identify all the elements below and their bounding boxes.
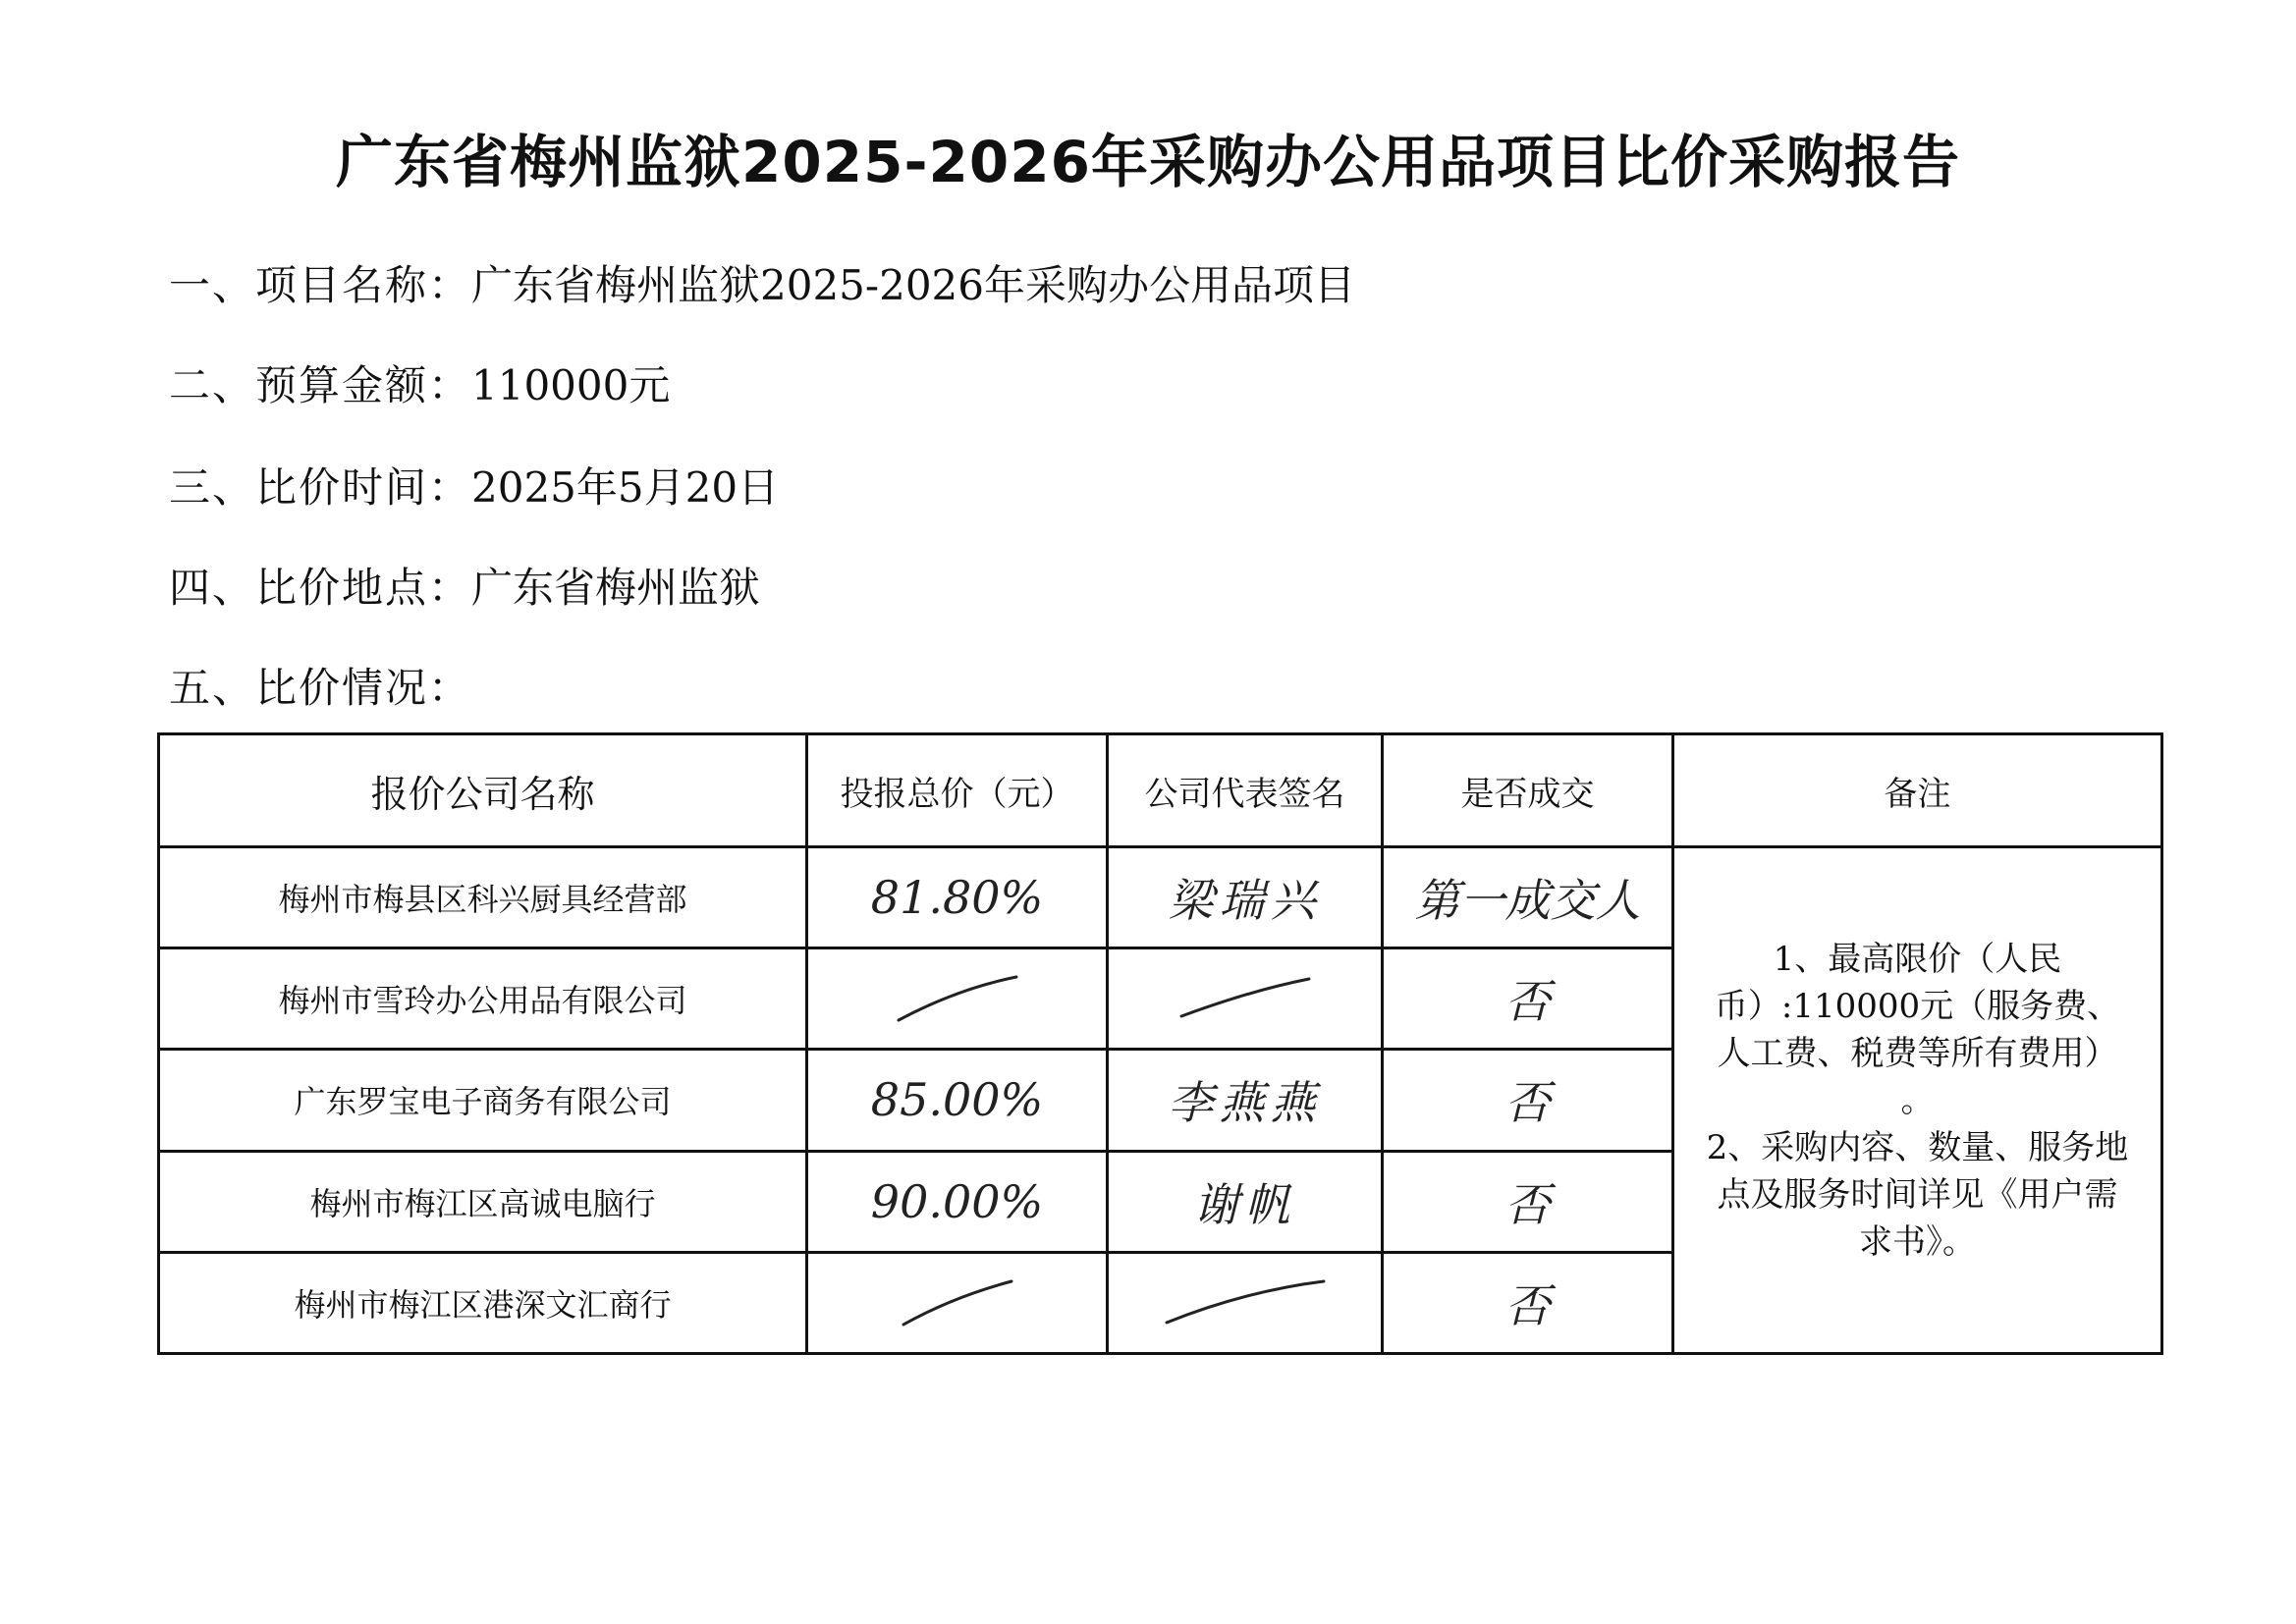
remark-line: 币）:110000元（服务费、 [1714,986,2121,1026]
compare-time-value: 2025年5月20日 [471,463,780,512]
remark-line: 求书》。 [1859,1221,1976,1262]
remark-line: 点及服务时间详见《用户需 [1717,1174,2118,1215]
company-cell: 梅州市梅江区高诚电脑行 [159,1151,807,1252]
deal-handwritten: 第一成交人 [1414,874,1641,928]
price-cell [807,1050,1108,1151]
deal-cell [1383,1151,1673,1252]
report-title: 广东省梅州监狱2025-2026年采购办公用品项目比价采购报告 [336,129,1960,195]
company-cell: 梅州市梅县区科兴厨具经营部 [159,847,807,948]
remark-cell [1673,847,2162,1354]
company-cell: 梅州市梅江区港深文汇商行 [159,1252,807,1353]
price-cell [807,948,1108,1050]
signature-cell [1108,1151,1383,1252]
project-name-value: 广东省梅州监狱2025-2026年采购办公用品项目 [471,261,1355,309]
header-company: 报价公司名称 [159,734,807,847]
budget-value: 110000元 [471,361,671,409]
price-handwritten: 85.00% [870,1073,1044,1127]
signature-handwritten: 李燕燕 [1168,1076,1322,1130]
signature-cell [1108,948,1383,1050]
compare-place-line [169,556,760,615]
empty-dash-stroke [894,1273,1021,1332]
price-cell [807,1252,1108,1353]
deal-handwritten: 否 [1504,1076,1551,1130]
compare-place-label: 四、比价地点： [169,564,472,612]
budget-line [169,353,670,412]
comparison-table [157,732,2163,1355]
deal-cell [1383,1050,1673,1151]
compare-status-label: 五、比价情况： [169,664,472,712]
signature-handwritten: 谢帆 [1193,1177,1296,1231]
remark-line: 。 [1900,1080,1935,1120]
remark-line: 2、采购内容、数量、服务地 [1706,1127,2129,1167]
deal-handwritten: 否 [1504,975,1551,1029]
deal-cell [1383,847,1673,948]
header-signature: 公司代表签名 [1108,734,1383,847]
signature-cell [1108,847,1383,948]
project-name-label: 一、项目名称： [169,261,472,309]
empty-dash-stroke [889,969,1026,1028]
signature-handwritten: 梁瑞兴 [1168,874,1322,928]
deal-handwritten: 否 [1504,1177,1551,1231]
price-handwritten: 90.00% [870,1174,1044,1228]
header-deal: 是否成交 [1383,734,1673,847]
remark-line: 1、最高限价（人民 [1773,939,2062,979]
table-header-row [159,734,2162,847]
header-price: 投报总价（元） [807,734,1108,847]
company-cell: 梅州市雪玲办公用品有限公司 [159,948,807,1050]
price-cell [807,847,1108,948]
empty-dash-stroke [1157,1273,1334,1332]
deal-handwritten: 否 [1504,1278,1551,1332]
project-name-line [169,253,1355,312]
compare-place-value: 广东省梅州监狱 [471,564,761,612]
deal-cell [1383,948,1673,1050]
price-cell [807,1151,1108,1252]
empty-dash-stroke [1172,969,1319,1028]
price-handwritten: 81.80% [870,871,1044,925]
deal-cell [1383,1252,1673,1353]
signature-cell [1108,1252,1383,1353]
company-cell: 广东罗宝电子商务有限公司 [159,1050,807,1151]
remark-line: 人工费、税费等所有费用） [1717,1033,2118,1073]
compare-time-line [169,456,779,514]
budget-label: 二、预算金额： [169,361,472,409]
signature-cell [1108,1050,1383,1151]
header-remark: 备注 [1673,734,2162,847]
table-row [159,847,2162,948]
compare-time-label: 三、比价时间： [169,463,472,512]
compare-status-line [169,656,471,715]
